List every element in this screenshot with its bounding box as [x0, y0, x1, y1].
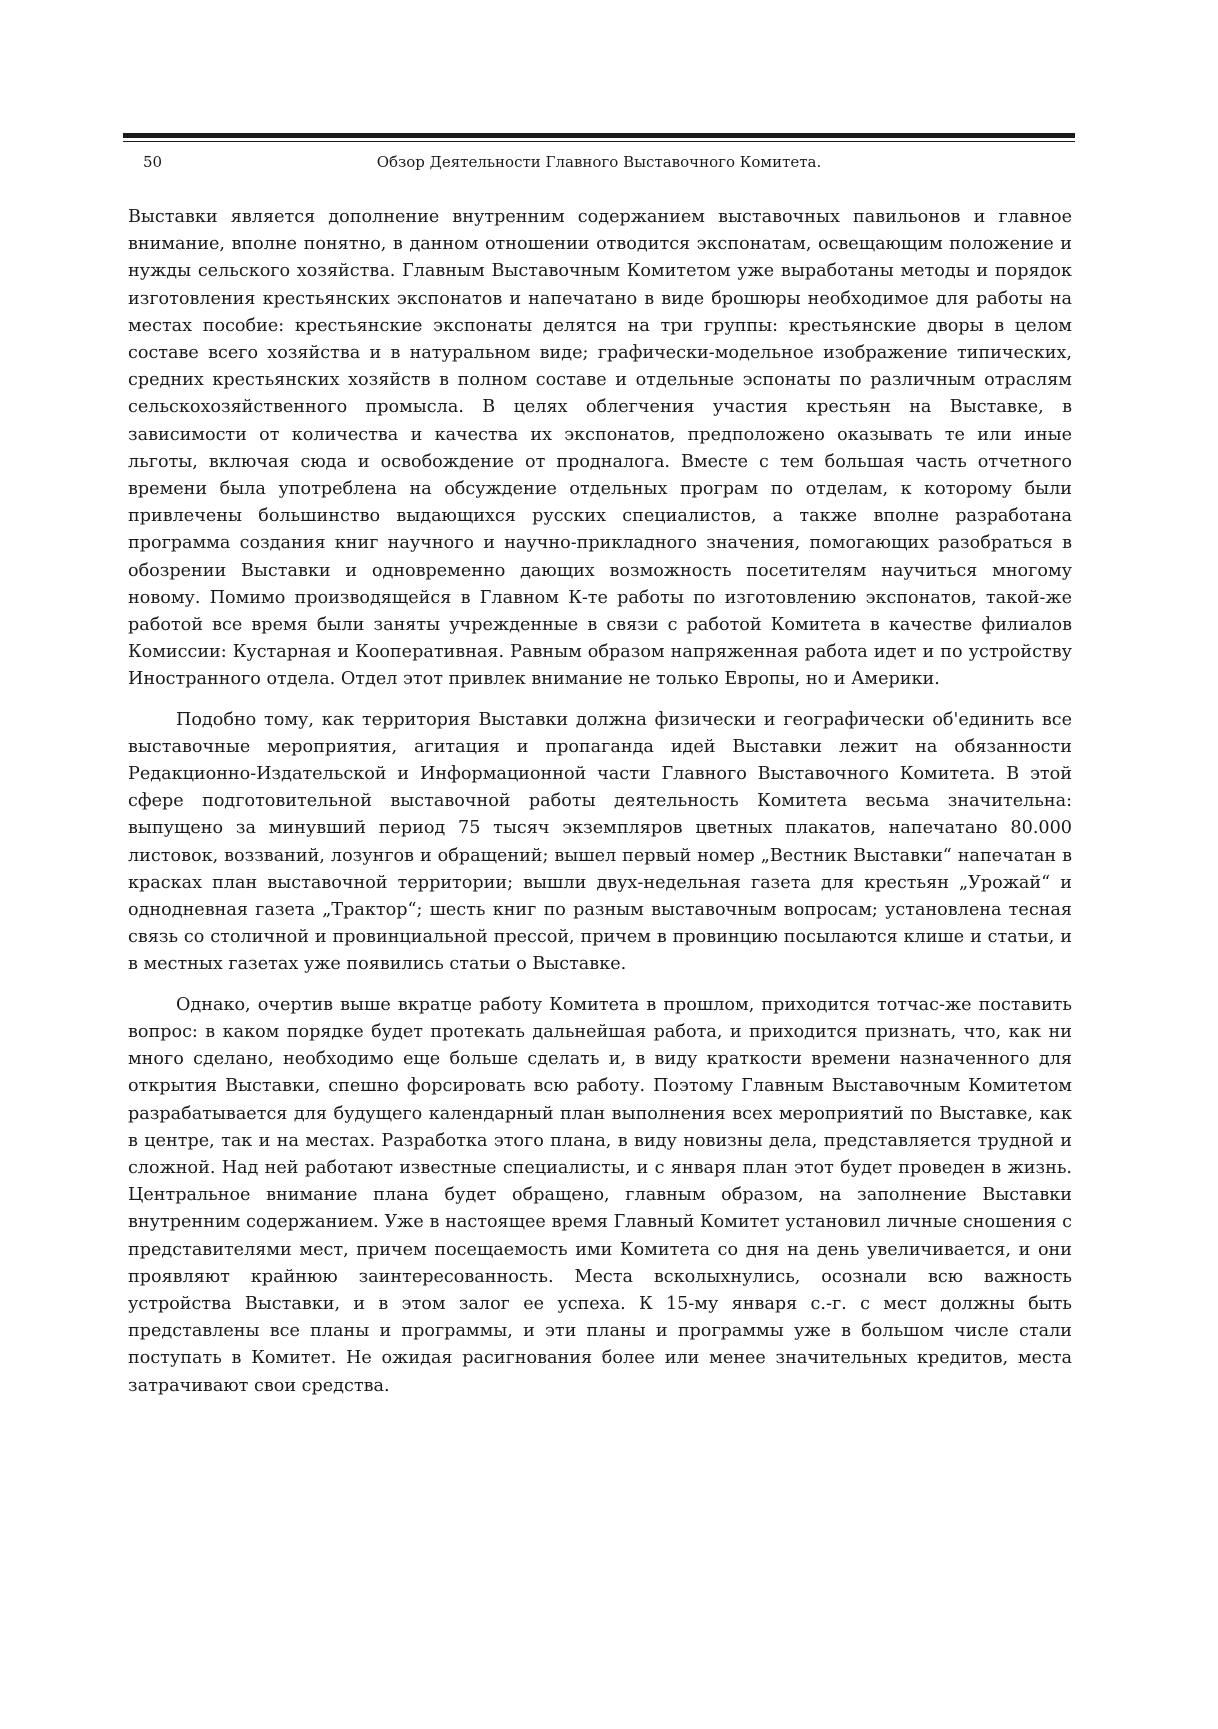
running-header: [123, 150, 1075, 174]
header-rule-thick: [123, 133, 1075, 138]
header-rule-thin: [123, 141, 1075, 142]
body-text: [128, 204, 1072, 1413]
paragraph-propaganda: Подобно тому, как территория Выставки должна физически и географически об'единить все выставочные мероприятия, агитация и пропаганда идей Выставки лежит на обязанности Редакционно-Издательской и Информационной части Главного Выставочного Комитета. В этой сфере подготовительной выставочной работы деятельность Комитета весьма значительна: выпущено за минувший период 75 тысяч экземпляров цветных плакатов, напечатано 80.000 листовок, воззваний, лозунгов и обращений; вышел первый номер „Вестник Выставки“ напечатан в красках план выставочной территории; вышли двух-недельная газета для крестьян „Урожай“ и однодневная газета „Трактор“; шесть книг по разным выставочным вопросам; установлена тесная связь со столичной и провинциальной прессой, причем в провинцию посылаются клише и статьи, и в местных газетах уже появились статьи о Выставке.: [128, 709, 1072, 975]
running-title: Обзор Деятельности Главного Выставочного Комитета.: [376, 153, 822, 171]
paragraph-calendar-plan: Однако, очертив выше вкратце работу Комитета в прошлом, приходится тотчас-же поставить вопрос: в каком порядке будет протекать дальнейшая работа, и приходится признать, что, как ни много сделано, необходимо еще больше сделать и, в виду краткости времени назначенного для открытия Выставки, спешно форсировать всю работу. Поэтому Главным Выставочным Комитетом разрабатывается для будущего календарный план выполнения всех мероприятий по Выставке, как в центре, так и на местах. Разработка этого плана, в виду новизны дела, представляется трудной и сложной. Над ней работают известные специалисты, и с января план этот будет проведен в жизнь. Центральное внимание плана будет обращено, главным образом, на заполнение Выставки внутренним содержанием. Уже в настоящее время Главный Комитет установил личные сношения с представителями мест, причем посещаемость ими Комитета со дня на день увеличивается, и они проявляют крайнюю заинтересованность. Места всколыхнулись, осознали всю важность устройства Выставки, и в этом залог ее успеха. К 15-му января с.-г. с мест должны быть представлены все планы и программы, и эти планы и программы уже в большом числе стали поступать в Комитет. Не ожидая расигнования более или менее значительных кредитов, места затрачивают свои средства.: [128, 994, 1072, 1396]
page-number: 50: [143, 153, 163, 171]
paragraph-continuation: Выставки является дополнение внутренним содержанием выставочных павильонов и главное внимание, вполне понятно, в данном отношении отводится экспонатам, освещающим положение и нужды сельского хозяйства. Главным Выставочным Комитетом уже выработаны методы и порядок изготовления крестьянских экспонатов и напечатано в виде брошюры необходимое для работы на местах пособие: крестьянские экспонаты делятся на три группы: крестьянские дворы в целом составе всего хозяйства и в натуральном виде; графически-модельное изображение типических, средних крестьянских хозяйств в полном составе и отдельные эспонаты по различным отраслям сельскохозяйственного промысла. В целях облегчения участия крестьян на Выставке, в зависимости от количества и качества их экспонатов, предположено оказывать те или иные льготы, включая сюда и освобождение от продналога. Вместе с тем большая часть отчетного времени была употреблена на обсуждение отдельных програм по отделам, к которому были привлечены большинство выдающихся русских специалистов, а также вполне разработана программа создания книг научного и научно-прикладного значения, помогающих разобраться в обозрении Выставки и одновременно дающих возможность посетителям научиться многому новому. Помимо производящейся в Главном К-те работы по изготовлению экспонатов, такой-же работой все время были заняты учрежденные в связи с работой Комитета в качестве филиалов Комиссии: Кустарная и Кооперативная. Равным образом напряженная работа идет и по устройству Иностранного отдела. Отдел этот привлек внимание не только Европы, но и Америки.: [128, 207, 1072, 690]
